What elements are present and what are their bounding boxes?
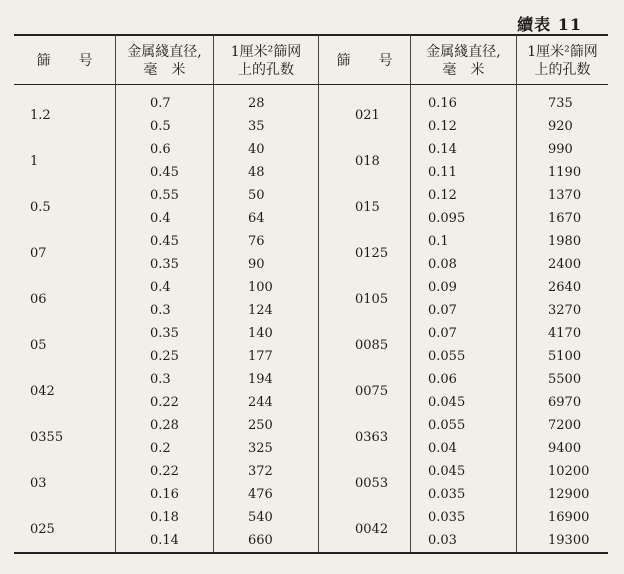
- wire-diameter: 0.45: [150, 165, 179, 180]
- mesh-count: 194: [248, 372, 273, 387]
- wire-diameter: 0.35: [150, 326, 179, 341]
- mesh-count: 5500: [548, 372, 582, 387]
- sieve-number: 0075: [355, 383, 389, 399]
- wire-diameter: 0.55: [150, 188, 179, 203]
- mesh-count: 540: [248, 510, 273, 525]
- wire-diameter: 0.25: [150, 349, 179, 364]
- mesh-count: 1980: [548, 234, 582, 249]
- mesh-count: 1190: [548, 165, 582, 180]
- wire-diameter: 0.12: [428, 119, 457, 134]
- column-divider: [213, 35, 214, 552]
- mesh-count: 76: [248, 234, 265, 249]
- wire-diameter: 0.11: [428, 165, 457, 180]
- column-divider: [318, 35, 319, 552]
- header-diameter-right: 金属綫直径, 毫 米: [426, 44, 501, 78]
- mesh-count: 476: [248, 487, 273, 502]
- wire-diameter: 0.18: [150, 510, 179, 525]
- wire-diameter: 0.22: [150, 464, 179, 479]
- mesh-count: 35: [248, 119, 265, 134]
- sieve-number: 025: [30, 521, 55, 537]
- wire-diameter: 0.16: [428, 96, 457, 111]
- wire-diameter: 0.035: [428, 510, 466, 525]
- sieve-number: 021: [355, 107, 380, 123]
- wire-diameter: 0.08: [428, 257, 457, 272]
- sieve-number: 1: [30, 153, 39, 169]
- sieve-number: 05: [30, 337, 47, 353]
- table-bottom-rule: [14, 552, 608, 554]
- wire-diameter: 0.35: [150, 257, 179, 272]
- mesh-count: 920: [548, 119, 573, 134]
- mesh-count: 4170: [548, 326, 582, 341]
- wire-diameter: 0.055: [428, 418, 466, 433]
- mesh-count: 16900: [548, 510, 590, 525]
- mesh-count: 244: [248, 395, 273, 410]
- mesh-count: 124: [248, 303, 273, 318]
- sieve-number: 0.5: [30, 199, 51, 215]
- wire-diameter: 0.09: [428, 280, 457, 295]
- table-caption: 續表 11: [517, 15, 582, 34]
- mesh-count: 6970: [548, 395, 582, 410]
- sieve-number: 0105: [355, 291, 389, 307]
- wire-diameter: 0.035: [428, 487, 466, 502]
- wire-diameter: 0.6: [150, 142, 171, 157]
- wire-diameter: 0.07: [428, 326, 457, 341]
- mesh-count: 40: [248, 142, 265, 157]
- mesh-count: 1670: [548, 211, 582, 226]
- column-divider: [516, 35, 517, 552]
- mesh-count: 9400: [548, 441, 582, 456]
- mesh-count: 3270: [548, 303, 582, 318]
- sieve-number: 0053: [355, 475, 389, 491]
- sieve-number: 0042: [355, 521, 389, 537]
- wire-diameter: 0.1: [428, 234, 449, 249]
- wire-diameter: 0.3: [150, 372, 171, 387]
- wire-diameter: 0.3: [150, 303, 171, 318]
- mesh-count: 19300: [548, 533, 590, 548]
- sieve-number: 0125: [355, 245, 389, 261]
- mesh-count: 250: [248, 418, 273, 433]
- sieve-number: 0355: [30, 429, 64, 445]
- column-divider: [115, 35, 116, 552]
- wire-diameter: 0.22: [150, 395, 179, 410]
- mesh-count: 2400: [548, 257, 582, 272]
- mesh-count: 140: [248, 326, 273, 341]
- wire-diameter: 0.07: [428, 303, 457, 318]
- wire-diameter: 0.5: [150, 119, 171, 134]
- wire-diameter: 0.4: [150, 280, 171, 295]
- mesh-count: 5100: [548, 349, 582, 364]
- header-bottom-rule: [14, 84, 608, 85]
- wire-diameter: 0.4: [150, 211, 171, 226]
- mesh-count: 1370: [548, 188, 582, 203]
- wire-diameter: 0.045: [428, 464, 466, 479]
- wire-diameter: 0.14: [150, 533, 179, 548]
- mesh-count: 48: [248, 165, 265, 180]
- mesh-count: 7200: [548, 418, 582, 433]
- wire-diameter: 0.045: [428, 395, 466, 410]
- header-sieve-left: 篩 号: [36, 53, 93, 69]
- mesh-count: 10200: [548, 464, 590, 479]
- mesh-count: 325: [248, 441, 273, 456]
- mesh-count: 64: [248, 211, 265, 226]
- wire-diameter: 0.06: [428, 372, 457, 387]
- wire-diameter: 0.03: [428, 533, 457, 548]
- wire-diameter: 0.12: [428, 188, 457, 203]
- mesh-count: 12900: [548, 487, 590, 502]
- sieve-number: 07: [30, 245, 47, 261]
- sieve-number: 042: [30, 383, 55, 399]
- mesh-count: 100: [248, 280, 273, 295]
- sieve-number: 0085: [355, 337, 389, 353]
- wire-diameter: 0.055: [428, 349, 466, 364]
- table-top-rule: [14, 34, 608, 36]
- wire-diameter: 0.28: [150, 418, 179, 433]
- column-divider: [410, 35, 411, 552]
- mesh-count: 2640: [548, 280, 582, 295]
- header-count-right: 1厘米²篩网 上的孔数: [527, 44, 598, 78]
- mesh-count: 990: [548, 142, 573, 157]
- wire-diameter: 0.095: [428, 211, 466, 226]
- wire-diameter: 0.14: [428, 142, 457, 157]
- sieve-number: 06: [30, 291, 47, 307]
- wire-diameter: 0.2: [150, 441, 171, 456]
- wire-diameter: 0.7: [150, 96, 171, 111]
- sieve-number: 015: [355, 199, 380, 215]
- mesh-count: 28: [248, 96, 265, 111]
- sieve-number: 018: [355, 153, 380, 169]
- mesh-count: 372: [248, 464, 273, 479]
- mesh-count: 660: [248, 533, 273, 548]
- wire-diameter: 0.16: [150, 487, 179, 502]
- mesh-count: 50: [248, 188, 265, 203]
- wire-diameter: 0.45: [150, 234, 179, 249]
- header-count-left: 1厘米²篩网 上的孔数: [230, 44, 302, 78]
- sieve-number: 03: [30, 475, 47, 491]
- mesh-count: 90: [248, 257, 265, 272]
- wire-diameter: 0.04: [428, 441, 457, 456]
- header-diameter-left: 金属綫直径, 毫 米: [127, 44, 202, 78]
- mesh-count: 735: [548, 96, 573, 111]
- sieve-number: 0363: [355, 429, 389, 445]
- mesh-count: 177: [248, 349, 273, 364]
- header-sieve-right: 篩 号: [336, 53, 393, 69]
- sieve-number: 1.2: [30, 107, 51, 123]
